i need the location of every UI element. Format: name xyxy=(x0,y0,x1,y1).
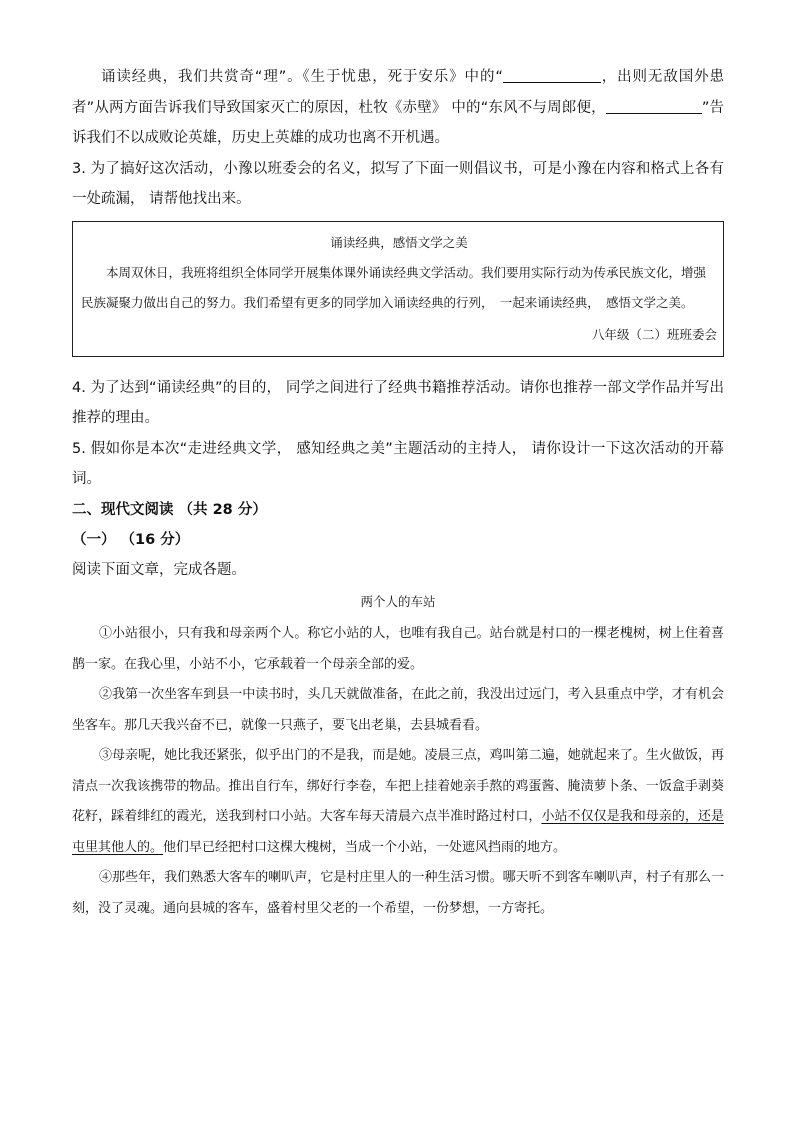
story-title: 两个人的车站 xyxy=(360,594,436,609)
story-paragraph-4: ④那些年，我们熟悉大客车的喇叭声，它是村庄里人的一种生活习惯。哪天听不到客车喇叭声，村子有那么一刻，没了灵魂。通向县城的客车，盛着村里父老的一个希望，一份梦想，一方寄托。 xyxy=(72,870,724,916)
question-2-part-3: ”告诉我们不以成败论英雄，历史上英雄的成功也离不开机遇。 xyxy=(72,99,725,146)
question-3: 3. 为了搞好这次活动，小豫以班委会的名义，拟写了下面一则倡议书，可是小豫在内容和格式上各有一处疏漏， 请帮他找出来。 xyxy=(72,160,724,207)
subsection-heading: （一） （16 分） xyxy=(72,531,190,548)
underlined-sentence: 小站不仅仅是我和母亲的，还是屯里其他人的。 xyxy=(72,809,724,855)
fill-blank-2[interactable] xyxy=(606,97,702,114)
proposal-box xyxy=(72,221,724,357)
question-4: 4. 为了达到“诵读经典”的目的， 同学之间进行了经典书籍推荐活动。请你也推荐一部文学作品并写出推荐的理由。 xyxy=(72,379,724,426)
story-paragraph-3-part-2: 他们早已经把村口这棵大槐树，当成一个小站，一处遮风挡雨的地方。 xyxy=(163,839,567,855)
story-paragraph-2: ②我第一次坐客车到县一中读书时，头几天就做准备，在此之前，我没出过远门，考入县重点中学，才有机会坐客车。那几天我兴奋不已，就像一只燕子，要飞出老巢，去县城看看。 xyxy=(72,687,724,733)
question-2-part-2: ，出则无敌国外患者”从两方面告诉我们导致国家灭亡的原因，杜牧《赤壁》 中的“东风不与周郎便， xyxy=(72,69,724,116)
fill-blank-1[interactable] xyxy=(503,66,601,83)
story-paragraph-3 xyxy=(72,741,724,863)
reading-instruction: 阅读下面文章，完成各题。 xyxy=(72,561,246,578)
question-5: 5. 假如你是本次“走进经典文学， 感知经典之美”主题活动的主持人， 请你设计一下这次活动的开幕词。 xyxy=(72,440,724,487)
question-2-text xyxy=(72,62,724,154)
story-paragraph-1: ①小站很小，只有我和母亲两个人。称它小站的人，也唯有我自己。站台就是村口的一棵老槐树，树上住着喜鹊一家。在我心里，小站不小，它承载着一个母亲全部的爱。 xyxy=(72,626,724,672)
section-heading: 二、现代文阅读 （共 28 分） xyxy=(72,501,267,518)
proposal-body: 本周双休日，我班将组织全体同学开展集体课外诵读经典文学活动。我们要用实际行动为传承民族文化，增强民族凝聚力做出自己的努力。我们希望有更多的同学加入诵读经典的行列， 一起来诵读经典， 感悟文学之美。 xyxy=(81,264,707,310)
proposal-title: 诵读经典，感悟文学之美 xyxy=(330,234,468,250)
document-page xyxy=(72,62,724,924)
story-paragraph-3-part-1: ③母亲呢，她比我还紧张，似乎出门的不是我，而是她。凌晨三点，鸡叫第二遍，她就起来了。生火做饭，再清点一次我该携带的物品。推出自行车，绑好行李卷，车把上挂着她亲手熬的鸡蛋酱、腌渍萝卜条、一饭盒手剥葵花籽，踩着绯红的霞光，送我到村口小站。大客车每天清晨六点半准时路过村口， xyxy=(72,748,724,824)
question-2-part-1: 诵读经典，我们共赏奇“理”。《生于忧患，死于安乐》中的“ xyxy=(101,69,503,85)
proposal-signature: 八年级（二）班班委会 xyxy=(591,326,717,342)
